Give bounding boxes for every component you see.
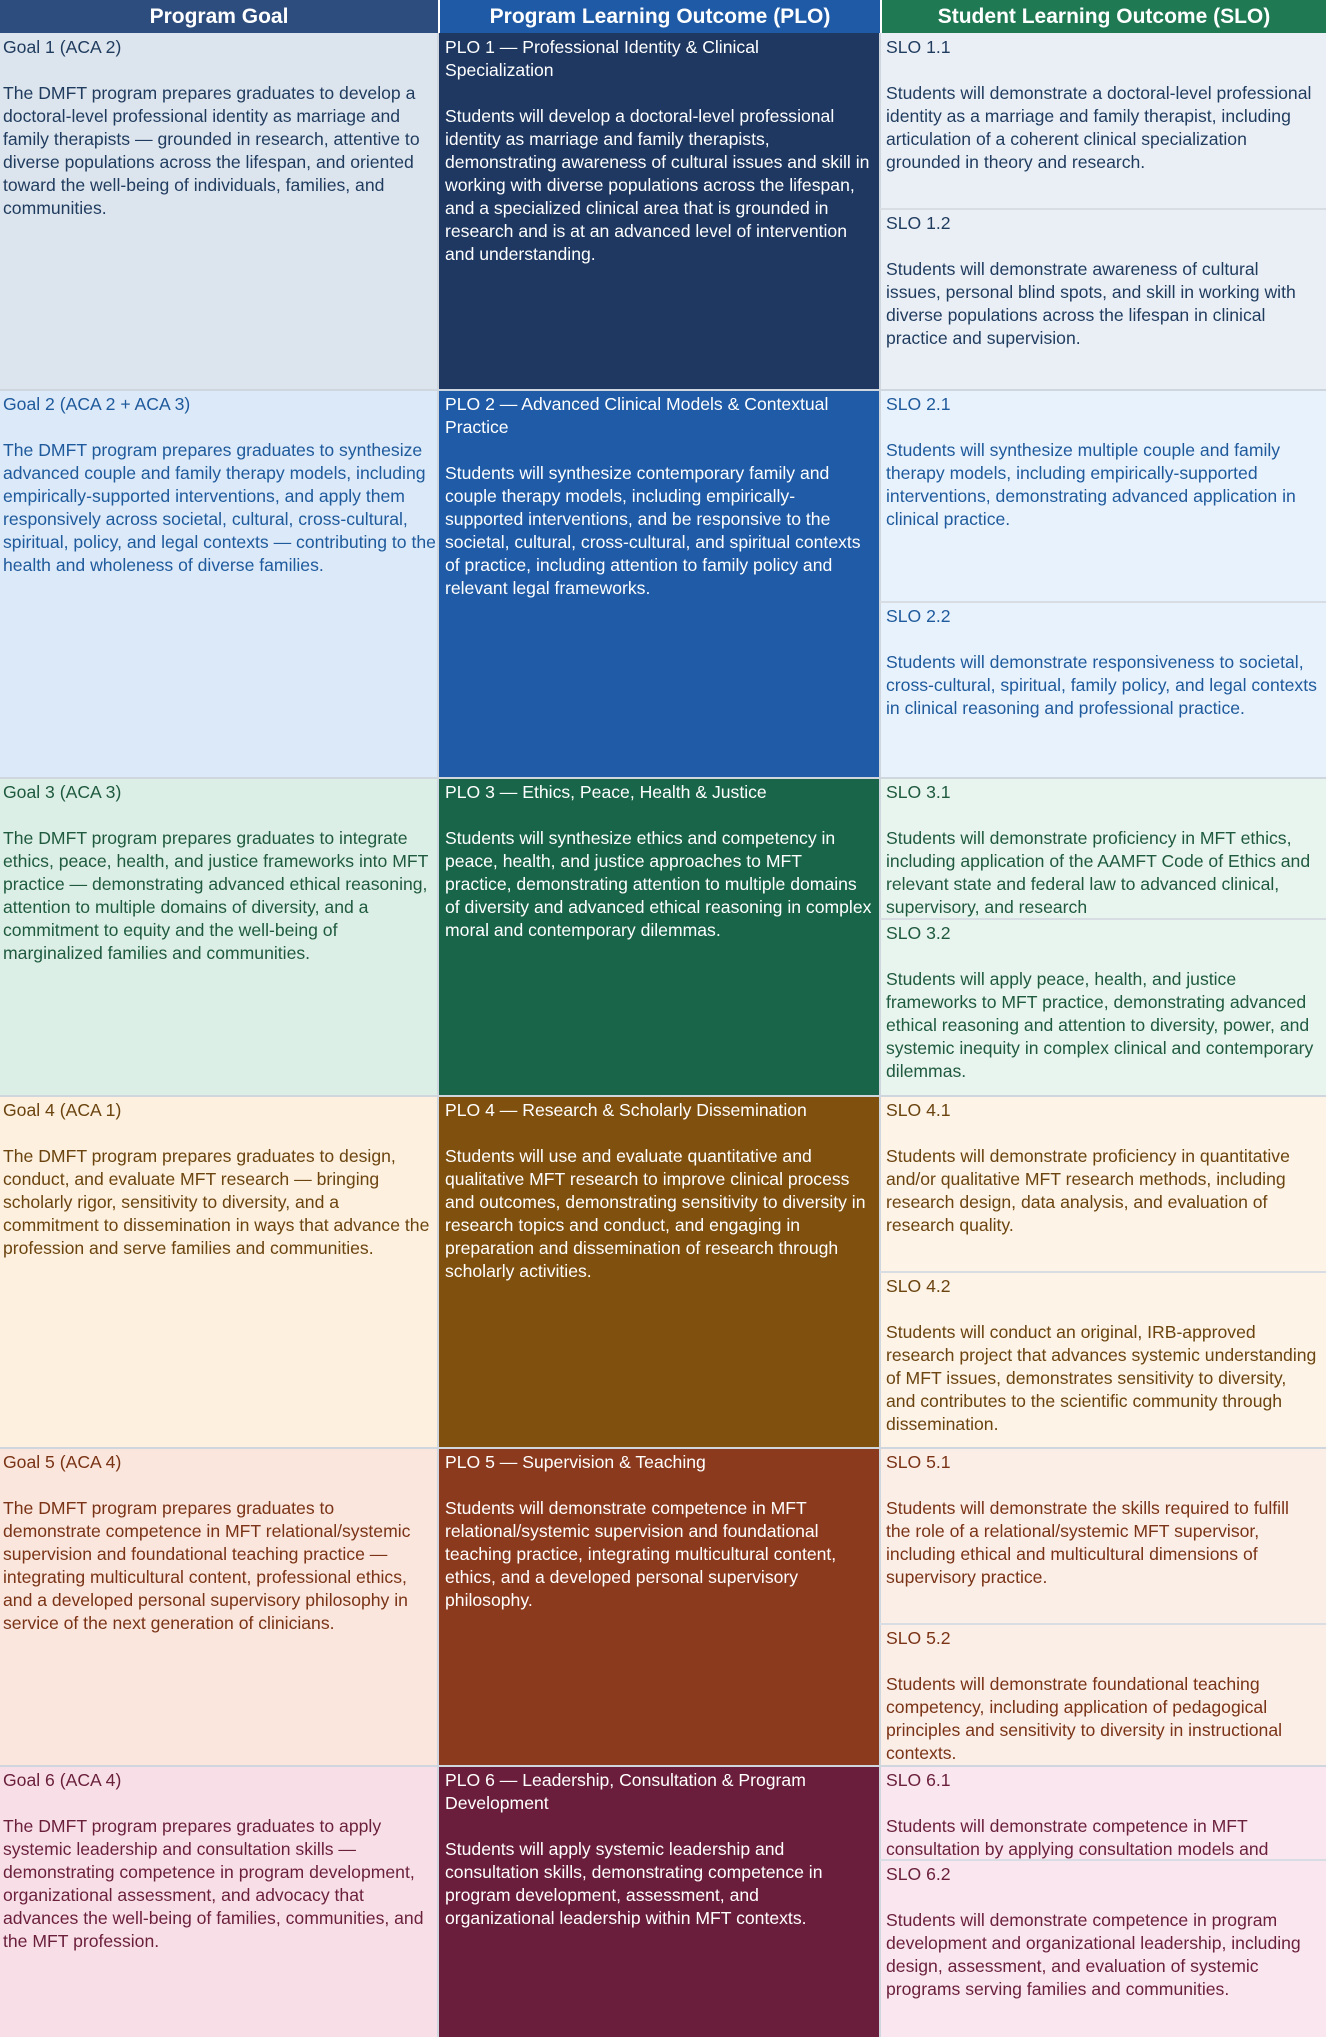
plo-text: Students will demonstrate competence in MFT relational/systemic supervision and foundational teaching practice, integrating multicultural content, ethics, and a developed personal supervisory philosophy. bbox=[445, 1498, 837, 1610]
slo-text: Students will demonstrate competence in MFT consultation by applying consultation models and bbox=[886, 1816, 1269, 1859]
plo-title: PLO 4 — Research & Scholarly Dissemination bbox=[445, 1100, 807, 1120]
slo-title: SLO 2.1 bbox=[886, 394, 951, 414]
plo-cell bbox=[438, 1448, 880, 1766]
slo-title: SLO 3.1 bbox=[886, 782, 951, 802]
slo-text: Students will demonstrate awareness of cultural issues, personal blind spots, and skill in working with diverse populations across the lifespan in clinical practice and supervision. bbox=[886, 259, 1296, 348]
plo-title: PLO 1 — Professional Identity & Clinical Specialization bbox=[445, 37, 759, 80]
column-divider bbox=[437, 33, 439, 2037]
slo-text: Students will synthesize multiple couple and family therapy models, including empirically-supported interventions, demonstrating advanced application in clinical practice. bbox=[886, 440, 1296, 529]
slo-text: Students will demonstrate a doctoral-level professional identity as a marriage and family therapist, including articulation of a coherent clinical specialization grounded in theory and research. bbox=[886, 83, 1312, 172]
goal-text: The DMFT program prepares graduates to synthesize advanced couple and family therapy models, including empirically-supported interventions, and apply them responsively across societal, cultural, cross-cultural, spiritual, policy, and legal contexts — contributing to the health and wholeness of diverse families. bbox=[3, 440, 436, 575]
goal-cell bbox=[0, 778, 438, 1096]
row-divider bbox=[0, 1095, 1326, 1097]
slo-cell bbox=[880, 33, 1326, 209]
row-divider bbox=[0, 389, 1326, 391]
slo-title: SLO 6.1 bbox=[886, 1770, 951, 1790]
plo-title: PLO 3 — Ethics, Peace, Health & Justice bbox=[445, 782, 767, 802]
slo-cell bbox=[880, 209, 1326, 390]
slo-divider bbox=[880, 1271, 1326, 1273]
row-divider bbox=[0, 1765, 1326, 1767]
goal-title: Goal 2 (ACA 2 + ACA 3) bbox=[3, 394, 191, 414]
slo-cell bbox=[880, 1624, 1326, 1766]
goal-cell bbox=[0, 33, 438, 390]
goal-text: The DMFT program prepares graduates to demonstrate competence in MFT relational/systemic supervision and foundational teaching practice — integrating multicultural content, professional ethics, and a developed personal supervisory philosophy in service of the next generation of clinicians. bbox=[3, 1498, 411, 1633]
slo-title: SLO 3.2 bbox=[886, 923, 951, 943]
plo-title: PLO 6 — Leadership, Consultation & Program Development bbox=[445, 1770, 806, 1813]
plo-cell bbox=[438, 778, 880, 1096]
row-divider bbox=[0, 777, 1326, 779]
slo-text: Students will demonstrate responsiveness to societal, cross-cultural, spiritual, family policy, and legal contexts in clinical reasoning and professional practice. bbox=[886, 652, 1317, 718]
plo-text: Students will synthesize ethics and competency in peace, health, and justice approaches to MFT practice, demonstrating attention to multiple domains of diversity and advanced ethical reasoning in complex moral and contemporary dilemmas. bbox=[445, 828, 872, 940]
goal-title: Goal 4 (ACA 1) bbox=[3, 1100, 122, 1120]
plo-title: PLO 5 — Supervision & Teaching bbox=[445, 1452, 706, 1472]
plo-text: Students will use and evaluate quantitative and qualitative MFT research to improve clinical process and outcomes, demonstrating sensitivity to diversity in research topics and conduct, and engaging in preparation and dissemination of research through scholarly activities. bbox=[445, 1146, 866, 1281]
goal-title: Goal 1 (ACA 2) bbox=[3, 37, 122, 57]
slo-divider bbox=[880, 208, 1326, 210]
goal-cell bbox=[0, 1766, 438, 2037]
plo-text: Students will develop a doctoral-level professional identity as marriage and family therapists, demonstrating awareness of cultural issues and skill in working with diverse populations across the lifespan, and a specialized clinical area that is grounded in research and is at an advanced level of intervention and understanding. bbox=[445, 106, 870, 264]
slo-divider bbox=[880, 1859, 1326, 1861]
slo-divider bbox=[880, 1623, 1326, 1625]
slo-text: Students will apply peace, health, and justice frameworks to MFT practice, demonstrating advanced ethical reasoning and attention to diversity, power, and systemic inequity in complex clinical and contemporary dilemmas. bbox=[886, 969, 1314, 1081]
goal-title: Goal 3 (ACA 3) bbox=[3, 782, 122, 802]
plo-cell bbox=[438, 1766, 880, 2037]
slo-cell bbox=[880, 390, 1326, 602]
slo-cell bbox=[880, 1766, 1326, 1860]
slo-title: SLO 1.1 bbox=[886, 37, 951, 57]
slo-divider bbox=[880, 918, 1326, 920]
slo-cell bbox=[880, 1096, 1326, 1272]
slo-cell bbox=[880, 778, 1326, 919]
slo-text: Students will demonstrate proficiency in quantitative and/or qualitative MFT research methods, including research design, data analysis, and evaluation of research quality. bbox=[886, 1146, 1290, 1235]
slo-cell bbox=[880, 919, 1326, 1096]
goal-title: Goal 6 (ACA 4) bbox=[3, 1770, 122, 1790]
header-plo: Program Learning Outcome (PLO) bbox=[438, 0, 880, 33]
plo-title: PLO 2 — Advanced Clinical Models & Contextual Practice bbox=[445, 394, 829, 437]
slo-title: SLO 2.2 bbox=[886, 606, 951, 626]
slo-cell bbox=[880, 1448, 1326, 1624]
goal-title: Goal 5 (ACA 4) bbox=[3, 1452, 122, 1472]
slo-text: Students will demonstrate foundational teaching competency, including application of pedagogical principles and sensitivity to diversity in instructional contexts. bbox=[886, 1674, 1283, 1763]
slo-text: Students will demonstrate competence in program development and organizational leadership, including design, assessment, and evaluation of systemic programs serving families and communities. bbox=[886, 1910, 1301, 1999]
goal-text: The DMFT program prepares graduates to develop a doctoral-level professional identity as marriage and family therapists — grounded in research, attentive to diverse populations across the lifespan, and oriented toward the well-being of individuals, families, and communities. bbox=[3, 83, 420, 218]
slo-divider bbox=[880, 601, 1326, 603]
plo-cell bbox=[438, 1096, 880, 1448]
slo-text: Students will demonstrate proficiency in MFT ethics, including application of the AAMFT Code of Ethics and relevant state and federal law to advanced clinical, supervisory, and research bbox=[886, 828, 1311, 917]
slo-title: SLO 5.1 bbox=[886, 1452, 951, 1472]
slo-title: SLO 5.2 bbox=[886, 1628, 951, 1648]
slo-title: SLO 4.1 bbox=[886, 1100, 951, 1120]
slo-text: Students will demonstrate the skills required to fulfill the role of a relational/systemic MFT supervisor, including ethical and multicultural dimensions of supervisory practice. bbox=[886, 1498, 1289, 1587]
slo-title: SLO 4.2 bbox=[886, 1276, 951, 1296]
plo-cell bbox=[438, 33, 880, 390]
plo-text: Students will apply systemic leadership and consultation skills, demonstrating competence in program development, assessment, and organizational leadership within MFT contexts. bbox=[445, 1839, 823, 1928]
header-program-goal: Program Goal bbox=[0, 0, 438, 33]
goal-text: The DMFT program prepares graduates to design, conduct, and evaluate MFT research — bringing scholarly rigor, sensitivity to diversity, and a commitment to dissemination in ways that advance the profession and serve families and communities. bbox=[3, 1146, 430, 1258]
slo-cell bbox=[880, 602, 1326, 778]
slo-title: SLO 1.2 bbox=[886, 213, 951, 233]
plo-text: Students will synthesize contemporary family and couple therapy models, including empirically-supported interventions, and be responsive to the societal, cultural, cross-cultural, and spiritual contexts of practice, including attention to family policy and relevant legal frameworks. bbox=[445, 463, 861, 598]
slo-cell bbox=[880, 1272, 1326, 1448]
row-divider bbox=[0, 1447, 1326, 1449]
plo-cell bbox=[438, 390, 880, 778]
slo-text: Students will conduct an original, IRB-approved research project that advances systemic understanding of MFT issues, demonstrates sensitivity to diversity, and contributes to the scientific community through dissemination. bbox=[886, 1322, 1317, 1434]
goal-cell bbox=[0, 1448, 438, 1766]
goal-cell bbox=[0, 1096, 438, 1448]
header-slo: Student Learning Outcome (SLO) bbox=[880, 0, 1326, 33]
slo-cell bbox=[880, 1860, 1326, 2037]
slo-title: SLO 6.2 bbox=[886, 1864, 951, 1884]
goal-text: The DMFT program prepares graduates to apply systemic leadership and consultation skills — demonstrating competence in program development, organizational assessment, and advocacy that advances the well-being of families, communities, and the MFT profession. bbox=[3, 1816, 424, 1951]
column-divider bbox=[879, 33, 881, 2037]
goal-text: The DMFT program prepares graduates to integrate ethics, peace, health, and justice frameworks into MFT practice — demonstrating advanced ethical reasoning, attention to multiple domains of diversity, and a commitment to equity and the well-being of marginalized families and communities. bbox=[3, 828, 429, 963]
goal-cell bbox=[0, 390, 438, 778]
